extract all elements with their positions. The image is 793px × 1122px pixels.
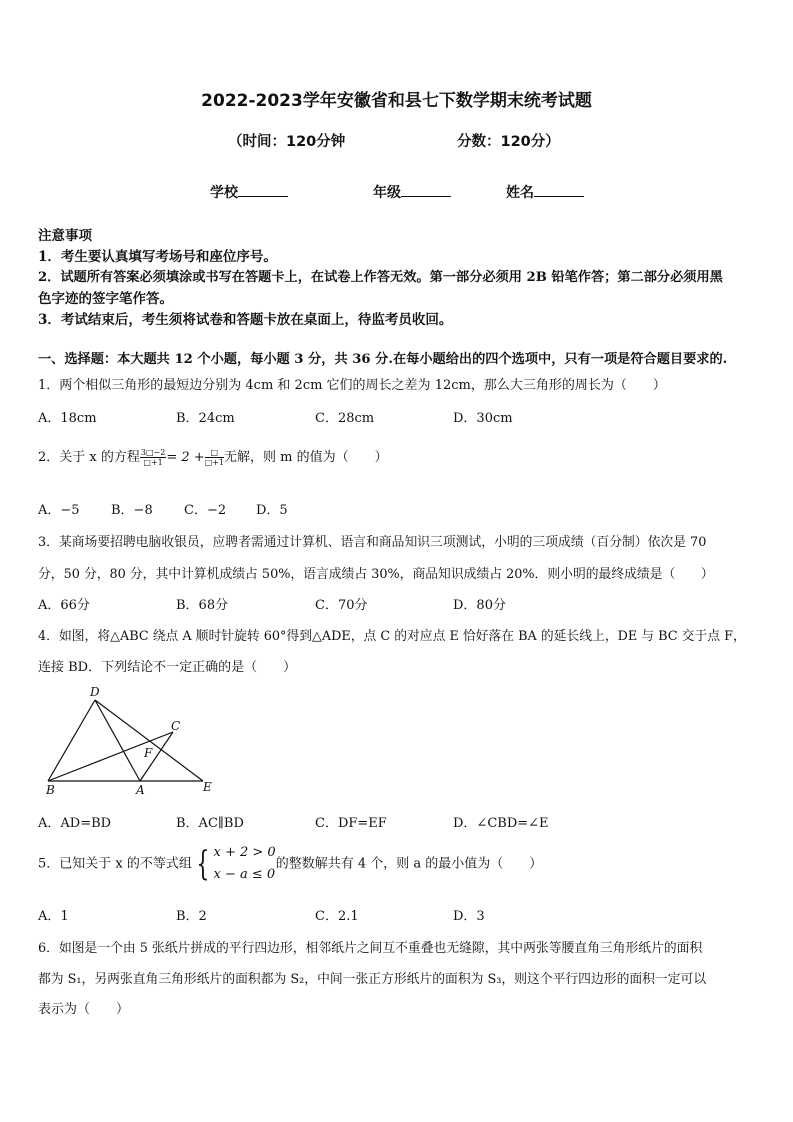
q1-option-b: B．24cm bbox=[176, 411, 235, 426]
grade-blank bbox=[401, 182, 451, 197]
score-label: 分数：120分） bbox=[457, 134, 560, 150]
q5-post: 的整数解共有 4 个，则 a 的最小值为（ ） bbox=[275, 856, 543, 872]
label-c: C bbox=[171, 719, 181, 733]
segment-da bbox=[95, 700, 140, 781]
q5-inequality-2: x − a ≤ 0 bbox=[213, 867, 276, 882]
label-e: E bbox=[203, 780, 212, 794]
q5-pre: 5．已知关于 x 的不等式组 bbox=[38, 856, 192, 872]
q6-line-1: 6．如图是一个由 5 张纸片拼成的平行四边形，相邻纸片之间互不重叠也无缝隙，其中两张等腰直角三角形纸片的面积 bbox=[38, 941, 703, 956]
triangle-rotation-figure bbox=[40, 684, 220, 800]
q2-fraction-1 bbox=[140, 448, 166, 467]
segment-de bbox=[95, 700, 203, 781]
school-label: 学校 bbox=[210, 185, 238, 201]
q2-fraction-2 bbox=[205, 448, 224, 467]
q2-mid: = 2 + bbox=[166, 450, 205, 465]
q1-text: 1．两个相似三角形的最短边分别为 4cm 和 2cm 它们的周长之差为 12cm，那么大三角形的周长为（ ） bbox=[38, 378, 666, 393]
q5-brace: { bbox=[196, 844, 210, 884]
notice-item-3: 3．考试结束后，考生须将试卷和答题卡放在桌面上，待监考员收回。 bbox=[38, 312, 453, 328]
q6-line-2: 都为 S₁，另两张直角三角形纸片的面积都为 S₂，中间一张正方形纸片的面积为 S₃，则这个平行四边形的面积一定可以 bbox=[38, 972, 707, 987]
q2-option-c: C．−2 bbox=[184, 503, 227, 518]
q2-pre: 2．关于 x 的方程 bbox=[38, 450, 140, 465]
q3-option-b: B．68分 bbox=[176, 598, 229, 613]
label-a: A bbox=[136, 783, 145, 797]
q5-text bbox=[38, 842, 542, 886]
q3-line-1: 3．某商场要招聘电脑收银员，应聘者需通过计算机、语言和商品知识三项测试，小明的三项成绩（百分制）依次是 70 bbox=[38, 535, 707, 550]
label-d: D bbox=[90, 685, 100, 699]
notice-item-2-line1: 2．试题所有答案必须填涂或书写在答题卡上，在试卷上作答无效。第一部分必须用 2B 铅笔作答；第二部分必须用黑 bbox=[38, 270, 723, 285]
q3-option-d: D．80分 bbox=[453, 598, 506, 613]
q4-option-d: D．∠CBD=∠E bbox=[453, 816, 549, 831]
q4-option-a: A．AD=BD bbox=[38, 816, 112, 831]
school-blank bbox=[238, 182, 288, 197]
label-b: B bbox=[46, 783, 55, 797]
q2-fraction-2-den: □+1 bbox=[204, 458, 225, 467]
page-title: 2022-2023学年安徽省和县七下数学期末统考试题 bbox=[201, 91, 592, 111]
q1-option-a: A．18cm bbox=[38, 411, 97, 426]
q5-inequality-1: x + 2 > 0 bbox=[213, 845, 276, 860]
name-label: 姓名 bbox=[506, 185, 534, 201]
q2-post: 无解，则 m 的值为（ ） bbox=[224, 450, 388, 465]
segment-bd bbox=[48, 700, 95, 781]
q3-line-2: 分，50 分，80 分，其中计算机成绩占 50%，语言成绩占 30%，商品知识成绩占 20%．则小明的最终成绩是（ ） bbox=[38, 567, 714, 582]
q1-option-d: D．30cm bbox=[453, 411, 513, 426]
q2-fraction-1-num: 3□−2 bbox=[140, 448, 166, 457]
grade-label: 年级 bbox=[373, 185, 401, 201]
q1-option-c: C．28cm bbox=[315, 411, 375, 426]
q5-inequality-system bbox=[214, 842, 276, 886]
q2-text bbox=[38, 446, 388, 467]
q5-option-c: C．2.1 bbox=[315, 909, 359, 924]
q4-line-2: 连接 BD．下列结论不一定正确的是（ ） bbox=[38, 660, 297, 675]
q3-option-c: C．70分 bbox=[315, 598, 368, 613]
q4-option-c: C．DF=EF bbox=[315, 816, 387, 831]
section-1-heading: 一、选择题：本大题共 12 个小题，每小题 3 分，共 36 分.在每小题给出的四个选项中，只有一项是符合题目要求的. bbox=[38, 352, 728, 367]
q5-option-d: D．3 bbox=[453, 909, 485, 924]
q4-line-1: 4．如图，将△ABC 绕点 A 顺时针旋转 60°得到△ADE，点 C 的对应点 E 恰好落在 BA 的延长线上，DE 与 BC 交于点 F， bbox=[38, 629, 746, 644]
segment-bc bbox=[48, 732, 173, 781]
time-label: （时间：120分钟 bbox=[228, 134, 346, 150]
grade-field bbox=[373, 182, 451, 202]
notice-item-2-line2: 色字迹的签字笔作答。 bbox=[38, 291, 173, 307]
label-f: F bbox=[144, 746, 153, 760]
q2-option-d: D．5 bbox=[256, 503, 288, 518]
q2-option-a: A．−5 bbox=[38, 503, 80, 518]
name-blank bbox=[534, 182, 584, 197]
notice-heading: 注意事项 bbox=[38, 228, 92, 244]
q4-option-b: B．AC∥BD bbox=[176, 816, 244, 831]
q2-fraction-2-num: □ bbox=[205, 448, 224, 458]
q3-option-a: A．66分 bbox=[38, 598, 90, 613]
notice-item-1: 1．考生要认真填写考场号和座位序号。 bbox=[38, 249, 277, 265]
q2-option-b: B．−8 bbox=[111, 503, 153, 518]
q6-line-3: 表示为（ ） bbox=[38, 1002, 130, 1017]
q2-fraction-1-den: □+1 bbox=[143, 458, 163, 467]
q5-option-a: A．1 bbox=[38, 909, 69, 924]
name-field bbox=[506, 182, 584, 202]
school-field bbox=[210, 182, 288, 202]
q5-option-b: B．2 bbox=[176, 909, 207, 924]
